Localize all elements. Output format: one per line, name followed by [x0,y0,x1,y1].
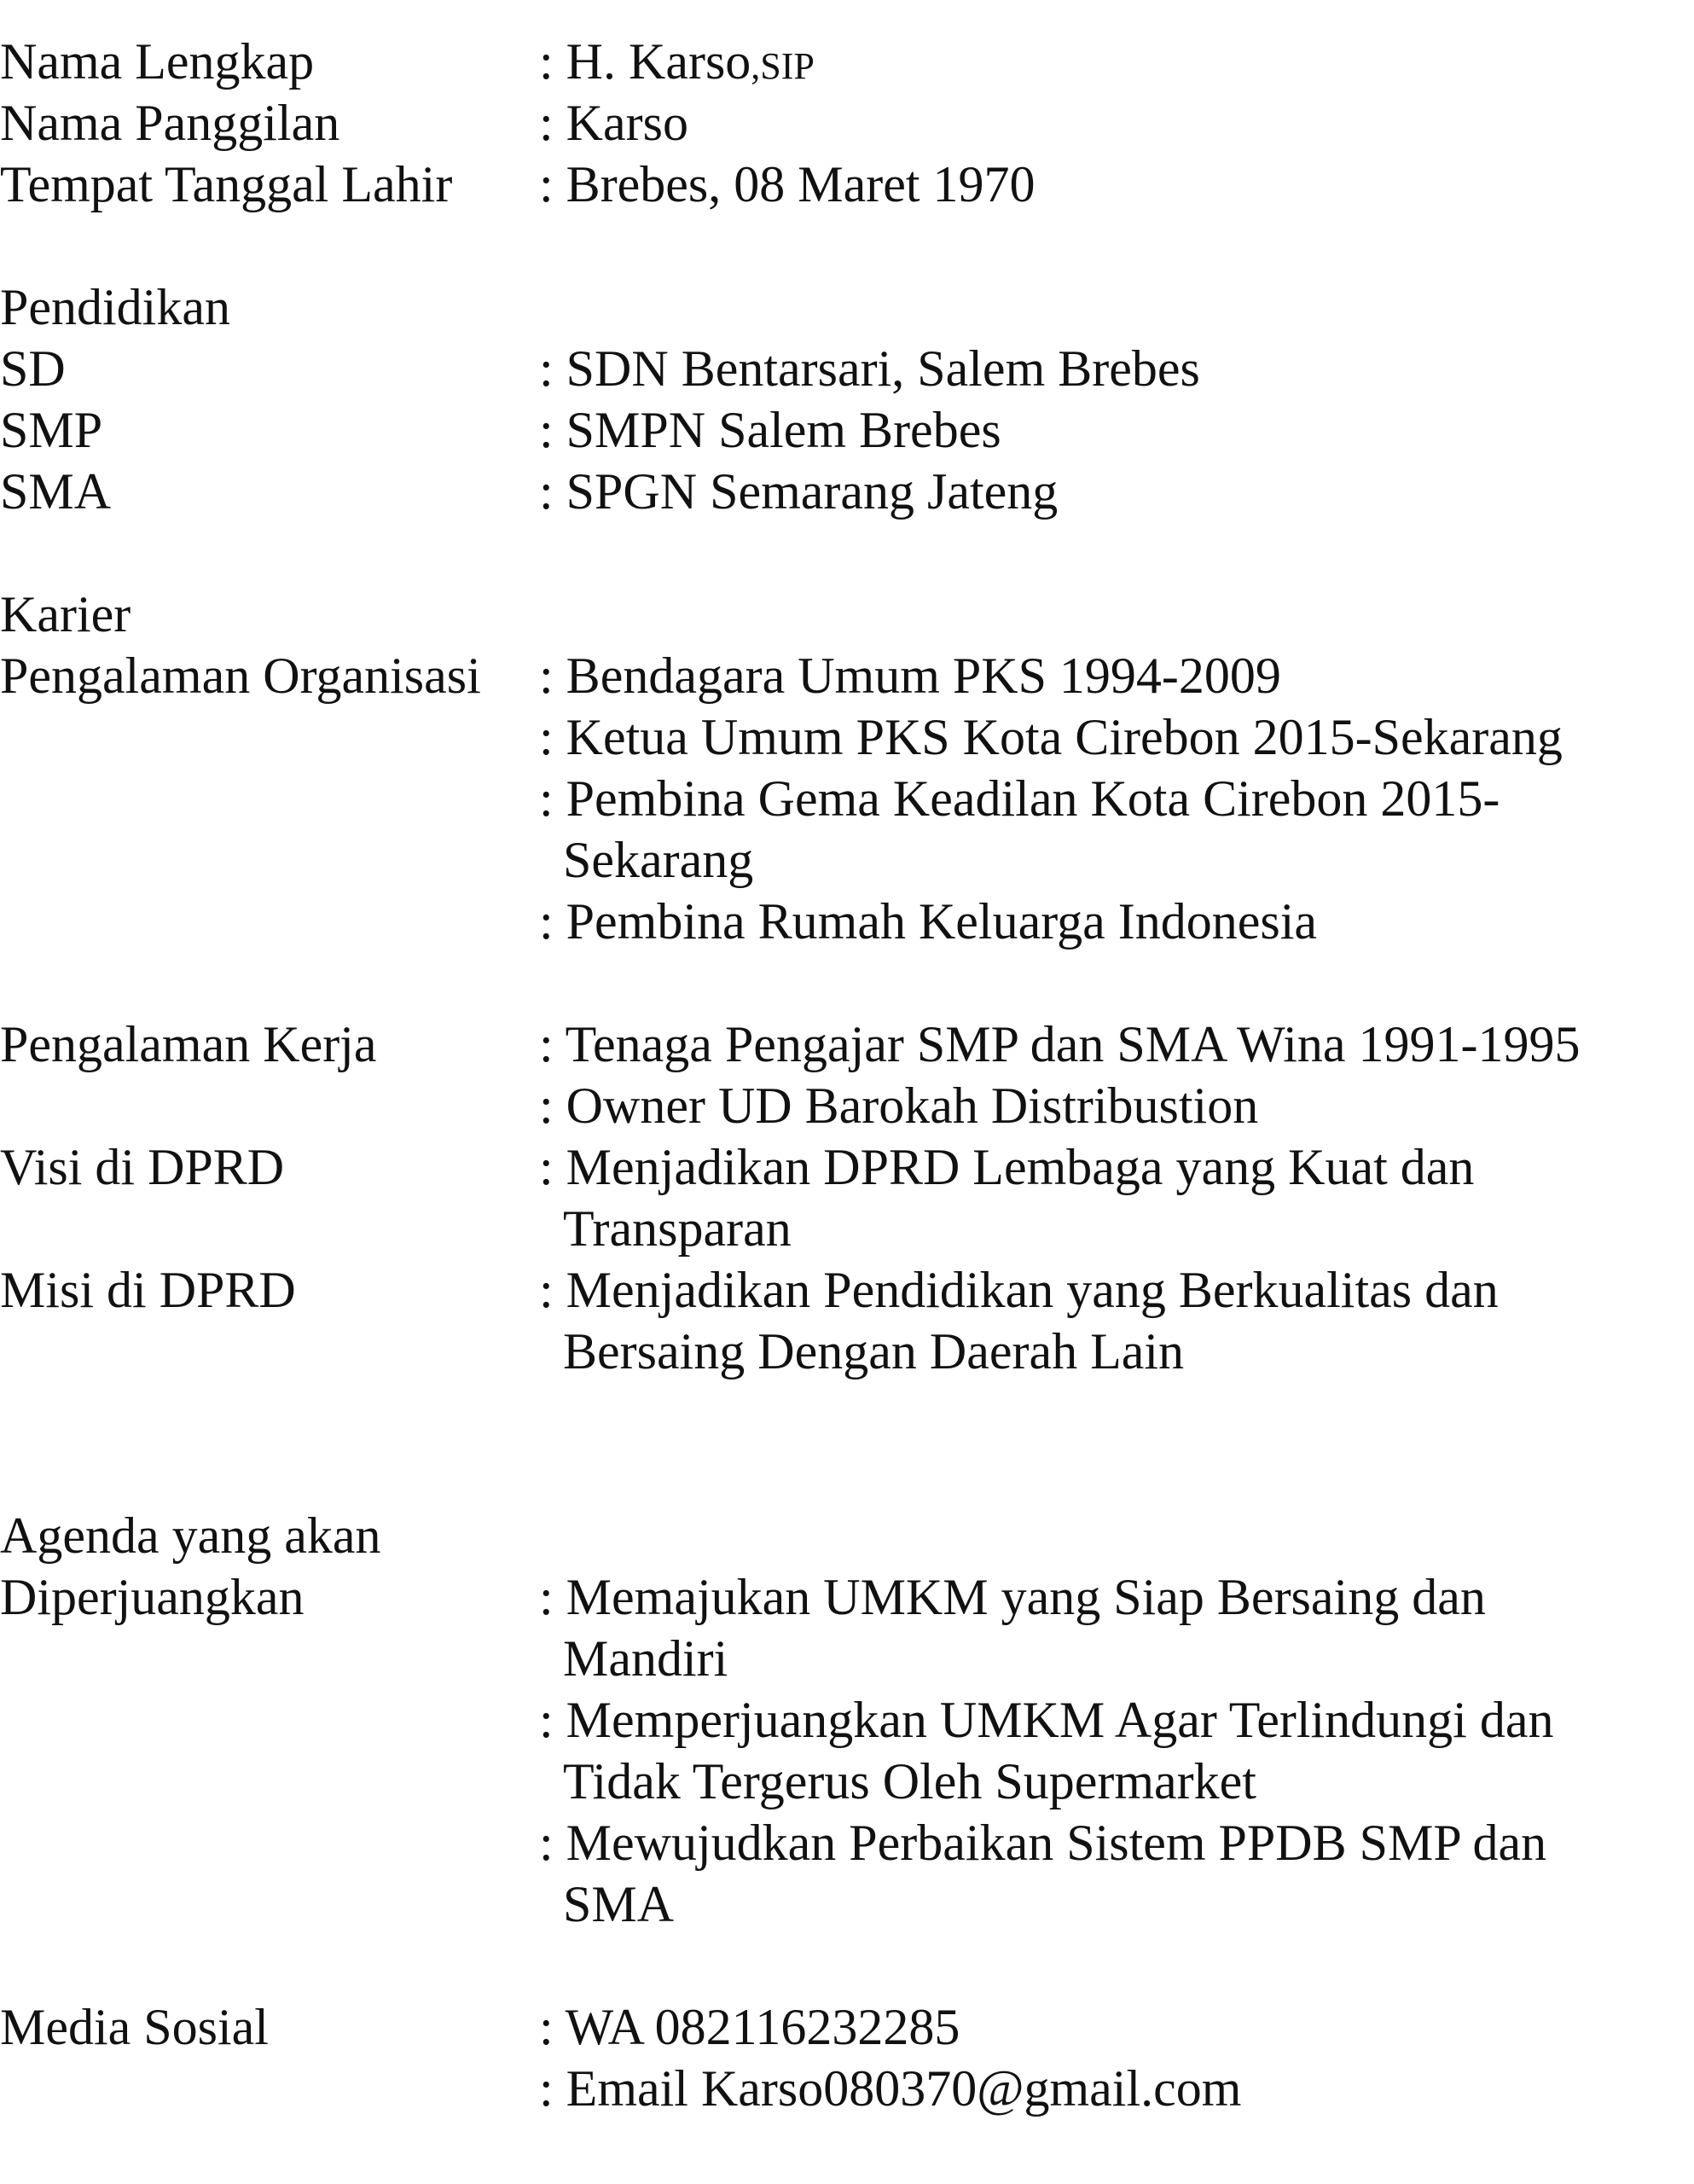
label-sma: SMA [0,463,112,520]
label-misi: Misi di DPRD [0,1262,296,1318]
value-nama-lengkap-suffix: ,SIP [751,45,815,87]
value-email: : Email Karso080370@gmail.com [539,2060,1242,2117]
label-sd: SD [0,340,66,397]
value-agenda-1-continuation: Mandiri [563,1630,728,1687]
value-sma: : SPGN Semarang Jateng [539,463,1059,520]
value-visi-line-1: : Menjadikan DPRD Lembaga yang Kuat dan [539,1139,1475,1195]
value-nama-lengkap [539,31,815,97]
value-ttl: : Brebes, 08 Maret 1970 [539,156,1036,212]
label-visi: Visi di DPRD [0,1139,285,1195]
value-agenda-2-continuation: Tidak Tergerus Oleh Supermarket [563,1753,1256,1809]
label-smp: SMP [0,402,103,458]
value-visi-line-2: Transparan [563,1200,792,1257]
value-nama-panggilan: : Karso [539,95,688,151]
label-ttl: Tempat Tanggal Lahir [0,156,453,212]
label-agenda-line-2: Diperjuangkan [0,1569,305,1625]
label-pengalaman-kerja: Pengalaman Kerja [0,1016,377,1072]
label-media-sosial: Media Sosial [0,1999,269,2055]
value-organisasi-1: : Bendagara Umum PKS 1994-2009 [539,648,1281,704]
label-agenda-line-1: Agenda yang akan [0,1507,381,1564]
value-agenda-3-continuation: SMA [563,1876,675,1932]
value-nama-lengkap-text: : H. Karso [539,33,751,90]
label-pengalaman-organisasi: Pengalaman Organisasi [0,648,481,704]
value-organisasi-3-continuation: Sekarang [563,832,754,888]
value-misi-line-2: Bersaing Dengan Daerah Lain [563,1323,1185,1380]
value-agenda-1: : Memajukan UMKM yang Siap Bersaing dan [539,1569,1486,1625]
value-kerja-1: : Tenaga Pengajar SMP dan SMA Wina 1991-1995 [539,1016,1581,1072]
value-sd: : SDN Bentarsari, Salem Brebes [539,340,1200,397]
value-misi-line-1: : Menjadikan Pendidikan yang Berkualitas dan [539,1262,1499,1318]
value-organisasi-4: : Pembina Rumah Keluarga Indonesia [539,893,1318,950]
value-whatsapp: : WA 082116232285 [539,1999,960,2055]
value-organisasi-3: : Pembina Gema Keadilan Kota Cirebon 2015- [539,770,1500,827]
value-smp: : SMPN Salem Brebes [539,402,1001,458]
karier-heading-text: Karier [0,586,131,642]
value-organisasi-2: : Ketua Umum PKS Kota Cirebon 2015-Sekarang [539,709,1563,765]
value-kerja-2: : Owner UD Barokah Distribustion [539,1077,1259,1134]
label-nama-panggilan: Nama Panggilan [0,95,340,151]
value-agenda-3: : Mewujudkan Perbaikan Sistem PPDB SMP dan [539,1815,1547,1871]
label-nama-lengkap: Nama Lengkap [0,33,315,90]
pendidikan-heading-text: Pendidikan [0,279,230,335]
value-agenda-2: : Memperjuangkan UMKM Agar Terlindungi dan [539,1692,1554,1748]
